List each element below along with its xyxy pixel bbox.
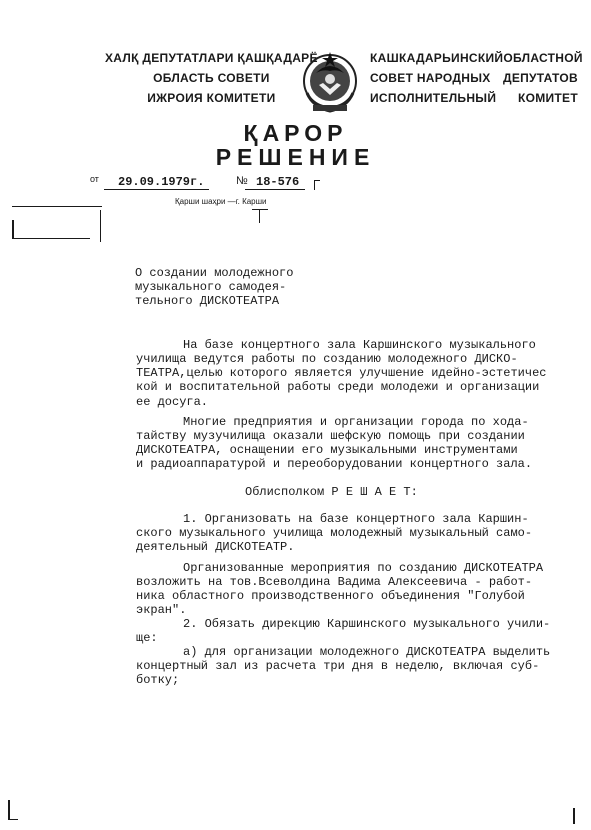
body-line: ника областного производственного объединения "Голубой	[136, 589, 525, 603]
body-line: и радиоаппаратурой и переоборудовании концертного зала.	[136, 457, 533, 471]
decision-date: 29.09.1979г.	[118, 175, 205, 189]
body-line: ее досуга.	[136, 395, 209, 409]
body-line: училища ведутся работы по созданию молодежного ДИСКО-	[136, 352, 518, 366]
margin-line	[12, 206, 102, 207]
place-mark	[252, 209, 268, 210]
header-right-word: КАШКАДАРЬИНСКИЙ	[370, 51, 504, 65]
margin-line	[12, 238, 90, 239]
header-right-line	[370, 48, 583, 68]
header-right-word: ДЕПУТАТОВ	[502, 71, 578, 85]
subject-line: тельного ДИСКОТЕАТРА	[135, 294, 280, 308]
state-emblem-icon	[299, 49, 361, 115]
body-line: а) для организации молодежного ДИСКОТЕАТРА выделить	[183, 645, 551, 659]
subject-line: музыкального самодея-	[135, 280, 287, 294]
body-line: ского музыкального училища молодежный музыкальный само-	[136, 526, 533, 540]
header-right-block	[370, 48, 583, 108]
body-line: кой и воспитательной работы среди молодежи и организации	[136, 380, 540, 394]
header-right-line	[370, 68, 578, 88]
corner-mark	[573, 808, 575, 824]
body-line: концертный зал из расчета три дня в неделю, включая суб-	[136, 659, 540, 673]
corner-mark	[314, 180, 315, 190]
header-left-line: ХАЛҚ ДЕПУТАТЛАРИ ҚАШҚАДАРЁ	[105, 51, 318, 65]
header-left-line: ИЖРОИЯ КОМИТЕТИ	[147, 91, 276, 105]
body-line: экран".	[136, 603, 187, 617]
body-line: деятельный ДИСКОТЕАТР.	[136, 540, 295, 554]
number-underline	[245, 189, 305, 190]
header-right-line	[370, 88, 578, 108]
margin-mark	[12, 220, 14, 239]
decision-number: 18-576	[256, 175, 300, 189]
header-right-word: СОВЕТ НАРОДНЫХ	[370, 71, 491, 85]
date-underline	[104, 189, 209, 190]
place-mark	[259, 209, 260, 223]
margin-mark	[100, 210, 101, 242]
body-line: возложить на тов.Всеволдина Вадима Алексеевича - работ-	[136, 575, 533, 589]
title-uz: ҚАРОР	[243, 120, 348, 146]
corner-mark	[8, 800, 10, 820]
body-line: 2. Обязать дирекцию Каршинского музыкального учили-	[183, 617, 551, 631]
body-line: ще:	[136, 631, 158, 645]
body-line: ТЕАТРА,целью которого является улучшение идейно-эстетичес	[136, 366, 547, 380]
header-left-line: ОБЛАСТЬ СОВЕТИ	[153, 71, 270, 85]
body-line: ботку;	[136, 673, 180, 687]
body-line: 1. Организовать на базе концертного зала Каршин-	[183, 512, 529, 526]
title-ru: РЕШЕНИЕ	[215, 144, 376, 170]
body-line: тайству музучилища оказали шефскую помощь при создании	[136, 429, 525, 443]
header-left-block	[105, 48, 318, 108]
body-line: Организованные мероприятия по созданию ДИСКОТЕАТРА	[183, 561, 544, 575]
body-line: Многие предприятия и организации города по хода-	[183, 415, 529, 429]
header-right-word: ИСПОЛНИТЕЛЬНЫЙ	[370, 91, 497, 105]
header-right-word: ОБЛАСТНОЙ	[503, 51, 583, 65]
subject-line: О создании молодежного	[135, 266, 294, 280]
from-label: от	[90, 174, 99, 184]
place-line: Қарши шаҳри —г. Карши	[175, 197, 267, 206]
body-line: ДИСКОТЕАТРА, оснащении его музыкальными инструментами	[136, 443, 518, 457]
resolution-heading: Облисполком Р Е Ш А Е Т:	[245, 485, 418, 499]
corner-mark	[8, 819, 18, 820]
number-label: №	[236, 175, 248, 187]
header-right-word: КОМИТЕТ	[517, 91, 578, 105]
body-line: На базе концертного зала Каршинского музыкального	[183, 338, 536, 352]
